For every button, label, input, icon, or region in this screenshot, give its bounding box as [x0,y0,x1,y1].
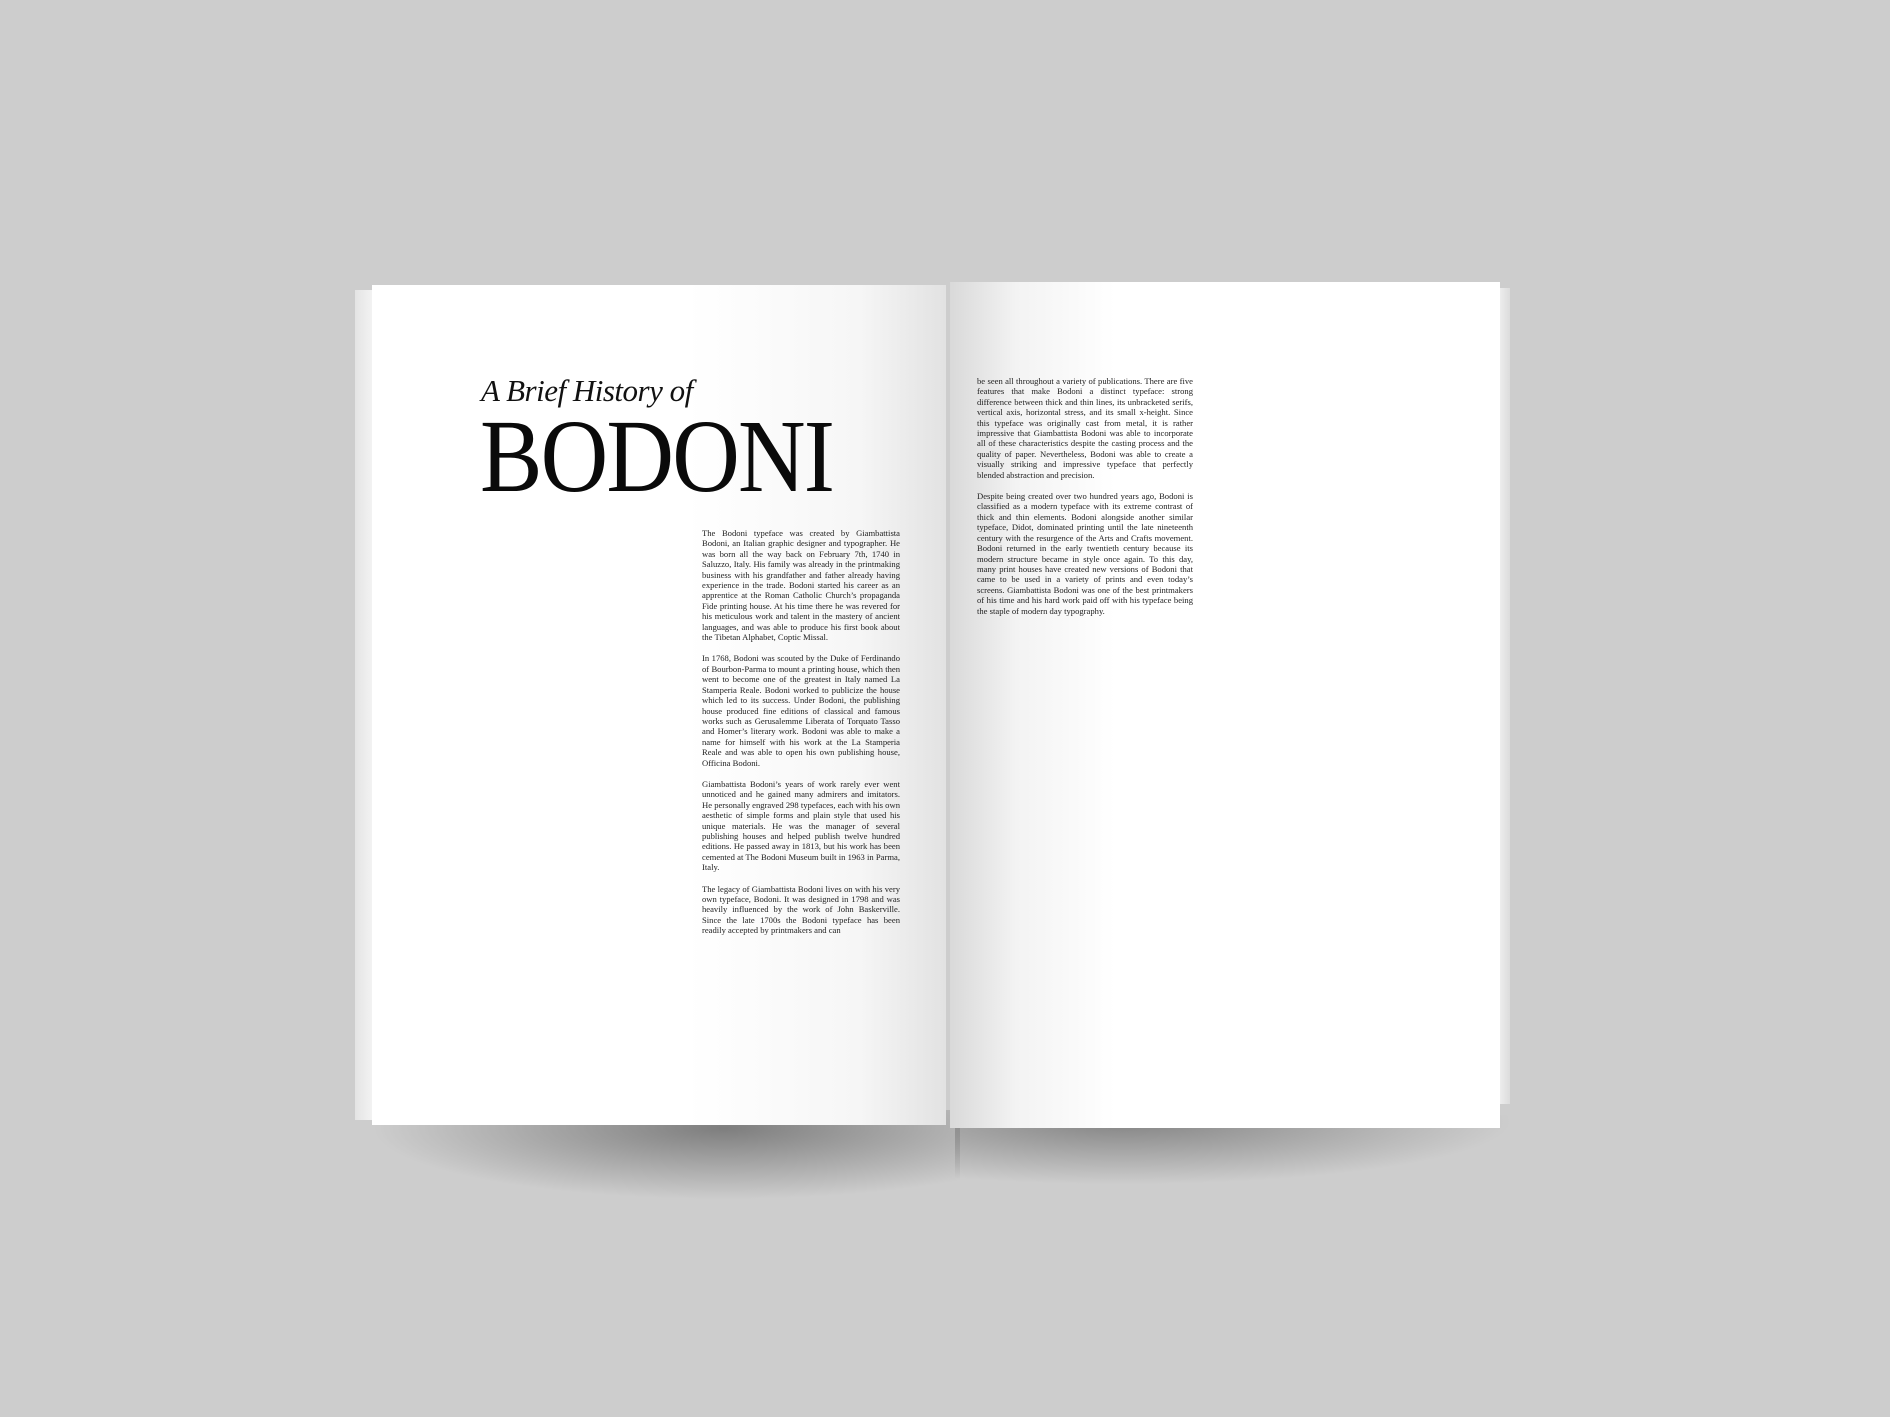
portrait-illustration [1205,447,1500,1128]
body-paragraph: In 1768, Bodoni was scouted by the Duke of Ferdinando of Bourbon-Parma to mount a printing house, which then went to become one of the greatest in Italy named La Stamperia Reale. Bodoni worked to publicize the house which led to its success. Under Bodoni, the publishing house produced fine editions of classical and famous works such as Gerusalemme Liberata of Torquato Tasso and Homer’s literary work. Bodoni was able to make a name for himself with his work at the La Stamperia Reale and was able to open his own publishing house, Officina Bodoni. [702,653,900,768]
body-paragraph: The Bodoni typeface was created by Giambattista Bodoni, an Italian graphic designer and typographer. He was born all the way back on February 7th, 1740 in Saluzzo, Italy. His family was already in the printmaking business with his grandfather and father already having experience in the trade. Bodoni started his career as an apprentice at the Roman Catholic Church’s propaganda Fide printing house. At his time there he was revered for his meticulous work and talent in the mastery of ancient languages, and was able to produce his first book about the Tibetan Alphabet, Coptic Missal. [702,528,900,643]
right-body-column [977,376,1193,627]
body-paragraph: Giambattista Bodoni’s years of work rarely ever went unnoticed and he gained many admirers and imitators. He personally engraved 298 typefaces, each with his own aesthetic of simple forms and plain style that used his unique materials. He was the manager of several publishing houses and helped publish twelve hundred editions. He passed away in 1813, but his work has been cemented at The Bodoni Museum built in 1963 in Parma, Italy. [702,778,900,873]
article-headline: BODONI [480,399,834,514]
left-page [372,285,946,1125]
body-paragraph: The legacy of Giambattista Bodoni lives on with his very own typeface, Bodoni. It was designed in 1798 and was heavily influenced by the work of John Baskerville. Since the late 1700s the Bodoni typeface has been readily accepted by printmakers and can [702,883,900,936]
left-body-column [702,528,900,947]
right-page [950,282,1500,1128]
body-paragraph: be seen all throughout a variety of publications. There are five features that make Bodoni a distinct typeface: strong difference between thick and thin lines, its unbracketed serifs, vertical axis, horizontal stress, and its small x-height. Since this typeface was originally cast from metal, it is rather impressive that Giambattista Bodoni was able to incorporate all of these characteristics despite the casting process and the quality of paper. Nevertheless, Bodoni was able to create a visually striking and impressive typeface that perfectly blended abstraction and precision. [977,376,1193,480]
body-paragraph: Despite being created over two hundred years ago, Bodoni is classified as a modern typeface with its extreme contrast of thick and thin elements. Bodoni alongside another similar typeface, Didot, dominated printing until the late nineteenth century with the resurgence of the Arts and Crafts movement. Bodoni returned in the early twentieth century because its modern structure became in style once again. To this day, many print houses have created new versions of Bodoni that came to be used in a variety of prints and even today’s screens. Giambattista Bodoni was one of the best printmakers of his time and his hard work paid off with his typeface being the staple of modern day typography. [977,491,1193,616]
article-kicker: A Brief History of [481,373,693,408]
